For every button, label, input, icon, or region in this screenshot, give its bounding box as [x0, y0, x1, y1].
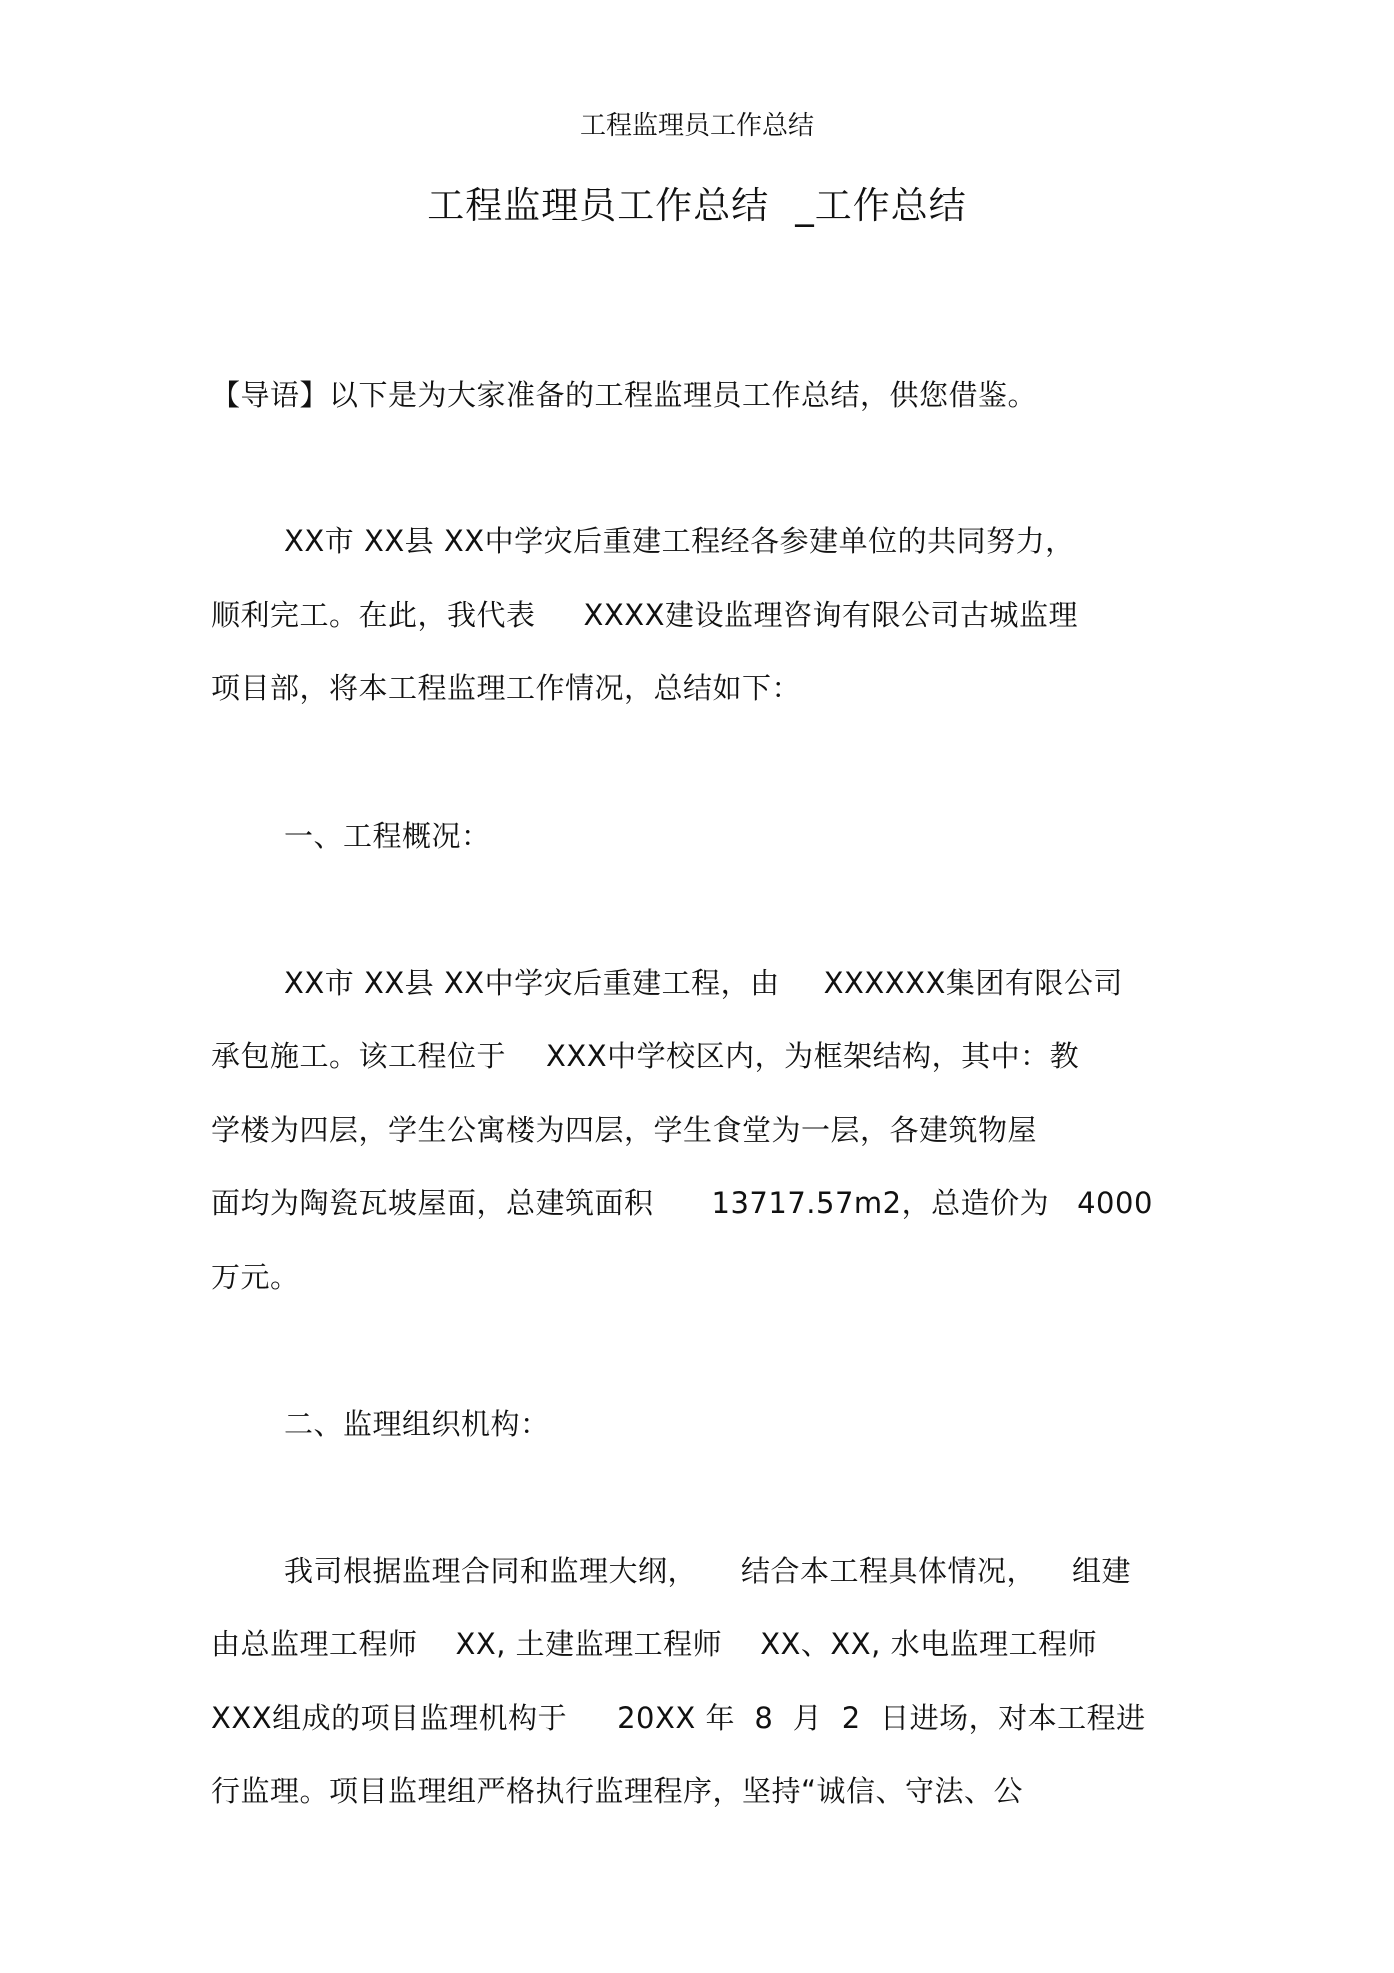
para2-line4-part2: 13717.57m2，总造价为 [711, 1186, 1050, 1220]
para2-line4 [211, 1184, 1153, 1222]
para3-line2-part2: XX, 土建监理工程师 [455, 1627, 723, 1661]
para3-line1-part1: 我司根据监理合同和监理大纲， [284, 1554, 698, 1588]
para2-line1-part2: XXXXXX集团有限公司 [823, 966, 1123, 1000]
para1-line3: 项目部，将本工程监理工作情况，总结如下： [211, 671, 802, 705]
para3-line2 [211, 1625, 1097, 1663]
document-title [0, 183, 1394, 229]
para2-line1 [284, 964, 1123, 1002]
para2-line4-part1: 面均为陶瓷瓦坡屋面，总建筑面积 [211, 1186, 654, 1220]
para2-line4-part3: 4000 [1077, 1186, 1153, 1220]
section-heading-2: 二、监理组织机构： [284, 1407, 550, 1441]
para3-line1-part3: 组建 [1072, 1554, 1132, 1588]
title-suffix: _工作总结 [795, 184, 967, 227]
para2-line3: 学楼为四层，学生公寓楼为四层，学生食堂为一层，各建筑物屋 [211, 1113, 1038, 1147]
para3-line1-part2: 结合本工程具体情况， [741, 1554, 1037, 1588]
para2-line2-part1: 承包施工。该工程位于 [211, 1039, 507, 1073]
para1-line2-part1: 顺利完工。在此，我代表 [211, 598, 536, 632]
para3-line4: 行监理。项目监理组严格执行监理程序，坚持“诚信、守法、公 [211, 1774, 1024, 1808]
page-header: 工程监理员工作总结 [579, 111, 814, 141]
para2-line5: 万元。 [211, 1260, 300, 1294]
intro-paragraph: 【导语】以下是为大家准备的工程监理员工作总结，供您借鉴。 [211, 378, 1038, 412]
para2-line2 [211, 1037, 1079, 1075]
para1-line2-part2: XXXX建设监理咨询有限公司古城监理 [583, 598, 1078, 632]
para1-line1: XX市 XX县 XX中学灾后重建工程经各参建单位的共同努力， [284, 524, 1075, 558]
para3-line3 [211, 1699, 1146, 1737]
para3-line3-part2: 20XX 年 8 月 2 日进场，对本工程进 [617, 1701, 1146, 1735]
para3-line3-part1: XXX组成的项目监理机构于 [211, 1701, 568, 1735]
section-heading-1: 一、工程概况： [284, 819, 491, 853]
para3-line2-part1: 由总监理工程师 [211, 1627, 418, 1661]
para3-line2-part3: XX、XX, 水电监理工程师 [760, 1627, 1098, 1661]
title-main: 工程监理员工作总结 [427, 184, 770, 227]
para2-line1-part1: XX市 XX县 XX中学灾后重建工程，由 [284, 966, 780, 1000]
para2-line2-part2: XXX中学校区内，为框架结构，其中：教 [546, 1039, 1080, 1073]
para1-line2 [211, 596, 1078, 634]
para3-line1 [284, 1552, 1131, 1590]
